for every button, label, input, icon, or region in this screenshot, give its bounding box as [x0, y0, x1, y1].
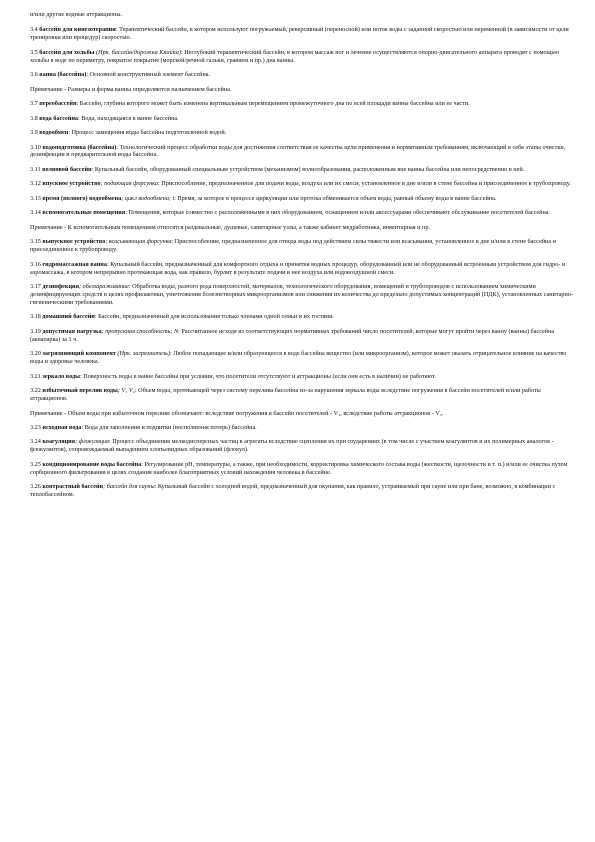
entry-term: исходная вода: [42, 423, 82, 431]
entry-number: 3.21: [30, 372, 41, 380]
entry-synonyms: ; всасывающая форсунка: [105, 238, 172, 246]
definition-entry: [30, 438, 573, 454]
entry-synonyms: ; бассейн для сауны: [103, 483, 155, 491]
entry-term: дезинфекция: [42, 283, 79, 291]
definition-entry: [30, 387, 573, 403]
definition-entry: [30, 350, 573, 366]
entry-definition: : Купальный бассейн, предназначенный для комфортного отдыха и принятия водных процедур, оборудованный или не оборудованный встроенным устройством для гидро- и аэромассажа, в котором непрерывно протекающая вода, как правило, бурлит в результате подачи в нее воздуха или водовоздушной смеси.: [30, 260, 566, 276]
note-text: Примечание - К вспомогательным помещениям относятся раздевальные, душевые, санитарные узлы, а также кабинет медработника, инвентарная и пр.: [30, 223, 430, 231]
lead-fragment: и/или другие водные аттракционы.: [30, 11, 123, 18]
entry-number: 3.22: [30, 387, 41, 395]
entry-definition: : Рассчитанное исходя из соответствующих нормативных требований число посетителей, которые могут пройти через ванну (ванны) бассейна (аквапарка) за 1 ч.: [30, 327, 555, 343]
entry-number: 3.24: [30, 438, 41, 446]
entry-number: 3.16: [30, 260, 41, 268]
definition-entry: [30, 461, 573, 477]
entry-number: 3.25: [30, 460, 41, 468]
entry-number: 3.20: [30, 350, 41, 358]
entry-number: 3.5: [30, 48, 38, 56]
entry-number: 3.13: [30, 194, 41, 202]
entry-definition: : Процесс объединения мелкодисперсных частиц в агрегаты вследствие сцепления их при соударениях (в том числе с участием коагулянтов и их полимерных аналогов - флокулянтов), сопровождаемый выпадением хлопьевидных образований (флокул).: [30, 438, 554, 454]
entry-term: впускное устройство: [42, 180, 101, 188]
entry-term: бассейн для хольбы: [39, 48, 95, 56]
entry-synonyms: ; пропускная способность; N: [101, 327, 179, 335]
entry-definition: : Вода для заполнения и подпитки (восполнения потерь) бассейна.: [81, 423, 257, 431]
entry-definition: : Купальный бассейн, оборудованный специальным устройством (механизмом) волнообразования, расположенным вне ванны бассейна или непосредственно в ней.: [91, 165, 525, 173]
entry-term: кондиционирование воды бассейна: [42, 460, 142, 468]
definition-entry: [30, 424, 573, 432]
entry-synonyms: (Нрк. бассейн/дорожка Кнайпа): [96, 48, 181, 56]
entry-definition: : Процесс замещения воды бассейна подготовленной водой.: [68, 129, 227, 137]
entry-definition: : Терапевтический бассейн, в котором используют погружаемый, реверсивный (переносной) или поток воды с заданной скоростью или переменной (в зависимости от цели тренировки или процедур) скоростью.: [30, 26, 569, 42]
entry-term: избыточный перелив воды: [42, 387, 118, 395]
definition-entry: [30, 283, 573, 307]
entry-term: ванна (бассейна): [39, 71, 87, 79]
entry-term: время (полного) водообмена: [42, 194, 122, 202]
entry-definition: : Приспособление, предназначенное для подачи воды, воздуха или их смеси, установленное в дне и/или в стене бассейна и присоединенное к трубопроводу.: [158, 180, 571, 188]
entry-number: 3.26: [30, 483, 41, 491]
entry-definition: : Технологический процесс обработки воды для достижения соответствия ее качества цели применения и нормативным требованиям, включающий в себя этапы очистки, дезинфекции и предварительной воды бассейна.: [30, 143, 566, 159]
note-text: Примечание - Размеры и форма ванны определяются назначением бассейна.: [30, 85, 232, 93]
definition-entry: [30, 180, 573, 188]
entry-term: водоподготовка (бассейна): [42, 143, 117, 151]
definition-entry: [30, 26, 573, 42]
entry-definition: : Вода, находящаяся в ванне бассейна.: [78, 114, 179, 122]
entry-synonyms: (Нрк. загрязнитель): [117, 350, 171, 358]
note-text: Примечание - Объем воды при избыточном переливе обозначают: вследствие погружения в бассейн посетителей - V₁, вследствие работы аттракционов - V₂.: [30, 409, 444, 417]
definition-entry: [30, 238, 573, 254]
entry-term: коагуляция: [42, 438, 76, 446]
entry-term: гидромассажная ванна: [42, 260, 107, 268]
entry-definition: : Купальный бассейн с холодной водой, предназначенный для окунания, как правило, устраиваемый при сауне или при бане, возможно, в комбинации с теплобассейном.: [30, 483, 556, 499]
definition-entry: [30, 100, 573, 108]
entry-synonyms: ; обеззараживание: [78, 283, 129, 291]
entry-definition: : Неглубокий терапевтический бассейн, в котором массаж ног и лечение осуществляются опорно-двигательного аппарата проводят с помощью хольбы в воде по периметру, покрытое покрытие (морской/речной гальки, гравием и пр.) дна ванны.: [30, 48, 559, 64]
entry-synonyms: ; V₁ V₂: [117, 387, 135, 395]
definition-entry: [30, 261, 573, 277]
definition-entry: [30, 129, 573, 137]
entry-term: вода бассейна: [39, 114, 78, 122]
entry-synonyms: ; подающая форсунка: [100, 180, 158, 188]
entry-number: 3.4: [30, 26, 38, 34]
entry-number: 3.18: [30, 313, 41, 321]
entry-definition: : Бассейн, предназначенный для использования только членами одной семьи и их гостями.: [94, 313, 335, 321]
definition-entry: [30, 328, 573, 344]
entry-term: выпускное устройство: [42, 238, 106, 246]
entry-number: 3.17: [30, 283, 41, 291]
definition-entry: [30, 483, 573, 499]
entry-number: 3.12: [30, 180, 41, 188]
entry-number: 3.11: [30, 165, 41, 173]
entry-number: 3.7: [30, 100, 38, 108]
definition-entry: [30, 209, 573, 217]
entry-number: 3.15: [30, 238, 41, 246]
definition-entry: [30, 195, 573, 203]
entry-term: вспомогательные помещения: [42, 209, 126, 217]
document-page: [30, 11, 573, 506]
entry-synonyms: ; флокуляция: [75, 438, 109, 446]
entry-number: 3.8: [30, 114, 38, 122]
entry-number: 3.10: [30, 143, 41, 151]
entry-term: контрастный бассейн: [42, 483, 104, 491]
entry-definition: : Обработка воды, разного рода поверхностей, материалов, технологического оборудования, помещений и трубопроводов с использованием химическими дезинфицирующих средств в целях профилактики, уничтожения болезнетворных микроорганизмов или снижения их количества до предельно допустимых концентраций (ПДК), установленных санитарно-гигиеническими требованиями.: [30, 283, 573, 306]
entry-definition: : Основной конструктивный элемент бассейна.: [86, 71, 211, 79]
note-paragraph: [30, 86, 573, 94]
entry-term: водообмен: [39, 129, 69, 137]
definition-entry: [30, 49, 573, 65]
entry-number: 3.23: [30, 423, 41, 431]
entry-number: 3.14: [30, 209, 41, 217]
entry-term: волновой бассейн: [42, 165, 92, 173]
entry-definition: : Регулирование pH, температуры, а также, при необходимости, корректировка химического состава воды (жесткости, щелочности и т. п.) и/или ее очистка путем сорбционного фильтрования в целях создания наиболее благоприятных условий нахождения человека в бассейне.: [30, 460, 568, 476]
entry-definition: : Любое попадающее и/или образующееся в воде бассейна вещество (или микроорганизм), которое может оказать отрицательное влияние на качество воды и здоровье человека.: [30, 350, 567, 366]
entry-term: домашний бассейн: [42, 313, 95, 321]
definition-entry: [30, 115, 573, 123]
entry-definition: : Приспособление, предназначенное для отвода воды под действием силы тяжести или всасывания, установленное в дне и/или в стене бассейна и присоединенное к трубопроводу.: [30, 238, 556, 254]
note-paragraph: [30, 410, 573, 418]
definition-entry: [30, 313, 573, 321]
entry-term: переобассейн: [39, 100, 77, 108]
entry-definition: : Объем воды, протекающей через систему перелива бассейна из-за нарушения зеркала воды вследствие погружения в бассейн посетителей и/или работы аттракционов.: [30, 387, 541, 403]
entry-term: загрязняющий компонент: [42, 350, 116, 358]
entry-definition: : Время, за которое в процессе циркуляции или протока обменивается объем воды, равный объему воды в ванне бассейна.: [174, 194, 497, 202]
definitions-list: [30, 26, 573, 499]
entry-term: зеркало воды: [42, 372, 80, 380]
definition-entry: [30, 144, 573, 160]
entry-term: бассейн для кинезотерапии: [39, 26, 116, 34]
entry-definition: : Поверхность воды в ванне бассейна при условии, что посетители отсутствуют и аттракционы (если они есть в наличии) не работают.: [79, 372, 436, 380]
entry-definition: : Бассейн, глубина которого может быть изменена вертикальным перемещением промежуточного дна по всей площади ванны бассейна или ее части.: [76, 100, 470, 108]
entry-number: 3.9: [30, 129, 38, 137]
entry-number: 3.19: [30, 327, 41, 335]
entry-synonyms: ; цикл водообмена; t: [121, 194, 175, 202]
definition-entry: [30, 71, 573, 79]
note-paragraph: [30, 224, 573, 232]
definition-entry: [30, 373, 573, 381]
entry-term: допустимая нагрузка: [42, 327, 102, 335]
entry-definition: : Помещения, которые совместно с расположенными в них оборудованием, оснащением и/или аксессуарами обеспечивают обслуживание посетителей бассейна.: [125, 209, 551, 217]
definition-entry: [30, 166, 573, 174]
entry-number: 3.6: [30, 71, 38, 79]
